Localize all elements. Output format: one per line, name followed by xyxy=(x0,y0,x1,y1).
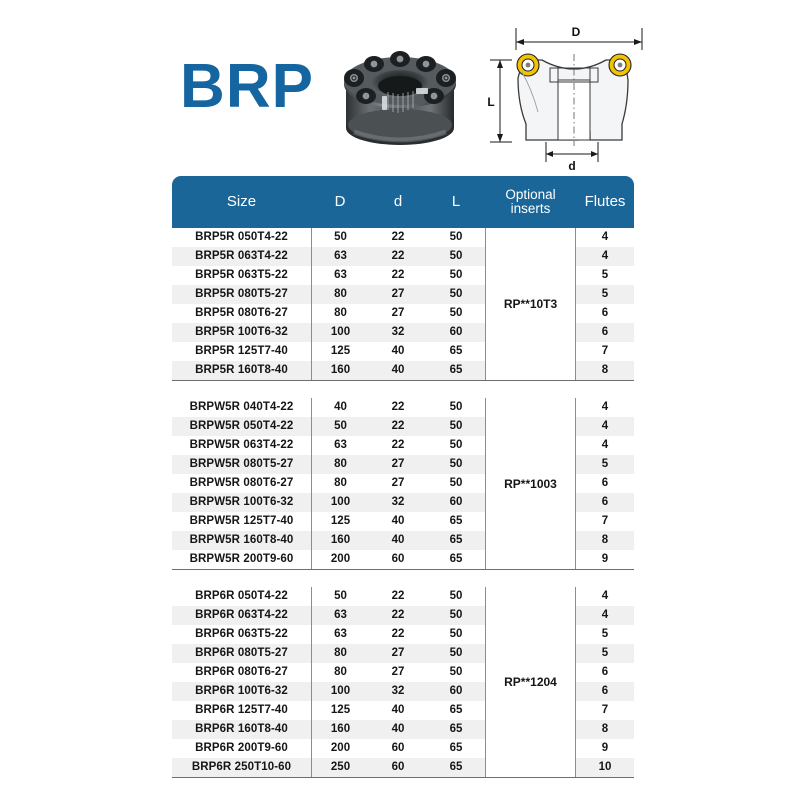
cell-flutes: 7 xyxy=(576,512,634,531)
cell-size: BRP5R 080T6-27 xyxy=(172,304,311,323)
cell-L: 50 xyxy=(427,228,485,247)
cell-D: 80 xyxy=(312,644,369,663)
cell-D: 125 xyxy=(312,342,369,361)
product-photo xyxy=(330,22,470,167)
cell-size: BRPW5R 080T6-27 xyxy=(172,474,311,493)
cell-L: 50 xyxy=(427,285,485,304)
cell-D: 160 xyxy=(312,361,369,380)
cell-size: BRP5R 063T4-22 xyxy=(172,247,311,266)
cell-d: 27 xyxy=(369,663,427,682)
cell-size: BRP5R 063T5-22 xyxy=(172,266,311,285)
cell-D: 80 xyxy=(312,304,369,323)
cell-L: 60 xyxy=(427,493,485,512)
cell-D: 50 xyxy=(312,228,369,247)
cell-D: 63 xyxy=(312,266,369,285)
cell-flutes: 6 xyxy=(576,323,634,342)
cell-L: 65 xyxy=(427,550,485,569)
cell-D: 63 xyxy=(312,436,369,455)
column-header-d: d xyxy=(393,193,403,211)
cell-size: BRP6R 050T4-22 xyxy=(172,587,311,606)
cell-L: 50 xyxy=(427,455,485,474)
insert-left xyxy=(517,54,539,76)
cell-D: 80 xyxy=(312,285,369,304)
cell-size: BRP6R 100T6-32 xyxy=(172,682,311,701)
cell-d: 22 xyxy=(369,417,427,436)
insert-right xyxy=(609,54,631,76)
cell-flutes: 6 xyxy=(576,663,634,682)
cell-D: 100 xyxy=(312,493,369,512)
cell-size: BRP5R 100T6-32 xyxy=(172,323,311,342)
cell-D: 80 xyxy=(312,455,369,474)
column-header-size: Size xyxy=(226,193,257,211)
cell-flutes: 5 xyxy=(576,266,634,285)
cell-d: 22 xyxy=(369,436,427,455)
cell-d: 27 xyxy=(369,644,427,663)
cell-size: BRP5R 080T5-27 xyxy=(172,285,311,304)
cell-L: 50 xyxy=(427,663,485,682)
technical-drawing xyxy=(482,20,667,172)
cell-D: 100 xyxy=(312,682,369,701)
cell-size: BRP5R 050T4-22 xyxy=(172,228,311,247)
column-L xyxy=(427,398,485,569)
cell-L: 50 xyxy=(427,474,485,493)
cell-flutes: 5 xyxy=(576,625,634,644)
dim-label-L: L xyxy=(487,95,495,109)
cell-L: 50 xyxy=(427,417,485,436)
column-header-L: L xyxy=(451,193,461,211)
column-header-flutes: Flutes xyxy=(584,193,626,211)
cell-L: 60 xyxy=(427,323,485,342)
cell-d: 40 xyxy=(369,342,427,361)
cell-L: 50 xyxy=(427,436,485,455)
cell-L: 65 xyxy=(427,701,485,720)
cell-flutes: 4 xyxy=(576,606,634,625)
dim-label-d: d xyxy=(568,159,576,172)
cell-flutes: 5 xyxy=(576,644,634,663)
column-L xyxy=(427,587,485,777)
cell-D: 50 xyxy=(312,417,369,436)
cell-L: 50 xyxy=(427,398,485,417)
cell-L: 50 xyxy=(427,644,485,663)
table-block xyxy=(172,228,634,381)
cell-size: BRPW5R 063T4-22 xyxy=(172,436,311,455)
cell-d: 22 xyxy=(369,606,427,625)
cell-D: 80 xyxy=(312,474,369,493)
cell-flutes: 10 xyxy=(576,758,634,777)
cell-size: BRP6R 160T8-40 xyxy=(172,720,311,739)
cell-flutes: 5 xyxy=(576,285,634,304)
cell-flutes: 8 xyxy=(576,361,634,380)
cell-d: 40 xyxy=(369,720,427,739)
cell-size: BRPW5R 200T9-60 xyxy=(172,550,311,569)
block-separator xyxy=(172,570,634,587)
cell-optional-insert: RP**1003 xyxy=(485,398,576,569)
cell-flutes: 4 xyxy=(576,417,634,436)
cell-optional-insert: RP**1204 xyxy=(485,587,576,777)
cell-flutes: 9 xyxy=(576,739,634,758)
specification-table xyxy=(172,176,634,778)
cell-size: BRP5R 160T8-40 xyxy=(172,361,311,380)
cell-d: 22 xyxy=(369,247,427,266)
cell-flutes: 6 xyxy=(576,682,634,701)
cell-d: 22 xyxy=(369,398,427,417)
column-D xyxy=(311,398,369,569)
cell-d: 60 xyxy=(369,739,427,758)
cell-L: 65 xyxy=(427,758,485,777)
cell-d: 27 xyxy=(369,304,427,323)
column-d xyxy=(369,228,427,380)
cell-flutes: 6 xyxy=(576,304,634,323)
cell-D: 250 xyxy=(312,758,369,777)
cell-D: 63 xyxy=(312,606,369,625)
dim-label-D: D xyxy=(571,25,581,39)
cell-L: 65 xyxy=(427,531,485,550)
cell-D: 160 xyxy=(312,531,369,550)
cell-D: 40 xyxy=(312,398,369,417)
cell-D: 80 xyxy=(312,663,369,682)
cell-flutes: 6 xyxy=(576,493,634,512)
cell-L: 50 xyxy=(427,266,485,285)
cell-L: 65 xyxy=(427,720,485,739)
cell-size: BRPW5R 040T4-22 xyxy=(172,398,311,417)
column-header-optional-inserts xyxy=(485,188,576,216)
block-separator xyxy=(172,381,634,398)
table-block xyxy=(172,398,634,570)
cell-D: 50 xyxy=(312,587,369,606)
cell-size: BRP6R 200T9-60 xyxy=(172,739,311,758)
cell-L: 50 xyxy=(427,625,485,644)
column-D xyxy=(311,587,369,777)
cell-flutes: 4 xyxy=(576,587,634,606)
cell-d: 22 xyxy=(369,587,427,606)
cell-d: 60 xyxy=(369,758,427,777)
cell-size: BRP6R 125T7-40 xyxy=(172,701,311,720)
column-header-optional-inserts-line2: inserts xyxy=(510,201,551,216)
cell-size: BRP6R 080T6-27 xyxy=(172,663,311,682)
column-header-optional-inserts-line1: Optional xyxy=(505,186,556,202)
cell-flutes: 4 xyxy=(576,228,634,247)
column-flutes xyxy=(576,228,634,380)
brand-title: BRP xyxy=(180,52,314,121)
cell-L: 65 xyxy=(427,361,485,380)
cell-d: 40 xyxy=(369,531,427,550)
cell-flutes: 8 xyxy=(576,531,634,550)
cell-flutes: 9 xyxy=(576,550,634,569)
column-size xyxy=(172,398,311,569)
cell-flutes: 5 xyxy=(576,455,634,474)
cell-L: 50 xyxy=(427,587,485,606)
table-block xyxy=(172,587,634,778)
cell-L: 50 xyxy=(427,247,485,266)
cell-L: 50 xyxy=(427,606,485,625)
column-header-D: D xyxy=(334,193,346,211)
cell-size: BRPW5R 125T7-40 xyxy=(172,512,311,531)
column-L xyxy=(427,228,485,380)
cell-size: BRP6R 080T5-27 xyxy=(172,644,311,663)
column-d xyxy=(369,587,427,777)
column-flutes xyxy=(576,398,634,569)
cell-L: 65 xyxy=(427,512,485,531)
cell-d: 32 xyxy=(369,323,427,342)
cell-size: BRP6R 063T5-22 xyxy=(172,625,311,644)
column-D xyxy=(311,228,369,380)
cell-d: 27 xyxy=(369,474,427,493)
column-flutes xyxy=(576,587,634,777)
cell-d: 32 xyxy=(369,493,427,512)
cell-size: BRPW5R 100T6-32 xyxy=(172,493,311,512)
cell-d: 60 xyxy=(369,550,427,569)
cell-d: 40 xyxy=(369,361,427,380)
table-body xyxy=(172,228,634,778)
cell-flutes: 8 xyxy=(576,720,634,739)
cell-size: BRP6R 063T4-22 xyxy=(172,606,311,625)
cell-size: BRP6R 250T10-60 xyxy=(172,758,311,777)
column-size xyxy=(172,587,311,777)
cell-size: BRPW5R 050T4-22 xyxy=(172,417,311,436)
cell-flutes: 6 xyxy=(576,474,634,493)
cell-D: 63 xyxy=(312,625,369,644)
cell-L: 65 xyxy=(427,739,485,758)
cell-d: 40 xyxy=(369,512,427,531)
cell-flutes: 7 xyxy=(576,701,634,720)
cell-d: 22 xyxy=(369,625,427,644)
cell-flutes: 4 xyxy=(576,436,634,455)
cell-D: 63 xyxy=(312,247,369,266)
cell-D: 200 xyxy=(312,739,369,758)
cell-L: 50 xyxy=(427,304,485,323)
cell-d: 27 xyxy=(369,455,427,474)
cell-d: 27 xyxy=(369,285,427,304)
cell-size: BRP5R 125T7-40 xyxy=(172,342,311,361)
column-size xyxy=(172,228,311,380)
cell-d: 40 xyxy=(369,701,427,720)
cell-d: 22 xyxy=(369,228,427,247)
cell-D: 125 xyxy=(312,701,369,720)
cell-d: 32 xyxy=(369,682,427,701)
cell-D: 125 xyxy=(312,512,369,531)
cell-size: BRPW5R 160T8-40 xyxy=(172,531,311,550)
cell-L: 65 xyxy=(427,342,485,361)
cell-L: 60 xyxy=(427,682,485,701)
cell-size: BRPW5R 080T5-27 xyxy=(172,455,311,474)
hero-section xyxy=(0,0,800,172)
cell-D: 100 xyxy=(312,323,369,342)
cell-D: 200 xyxy=(312,550,369,569)
cell-flutes: 7 xyxy=(576,342,634,361)
cell-flutes: 4 xyxy=(576,398,634,417)
cell-flutes: 4 xyxy=(576,247,634,266)
cell-optional-insert: RP**10T3 xyxy=(485,228,576,380)
column-d xyxy=(369,398,427,569)
table-header-row xyxy=(172,176,634,228)
cell-D: 160 xyxy=(312,720,369,739)
cell-d: 22 xyxy=(369,266,427,285)
